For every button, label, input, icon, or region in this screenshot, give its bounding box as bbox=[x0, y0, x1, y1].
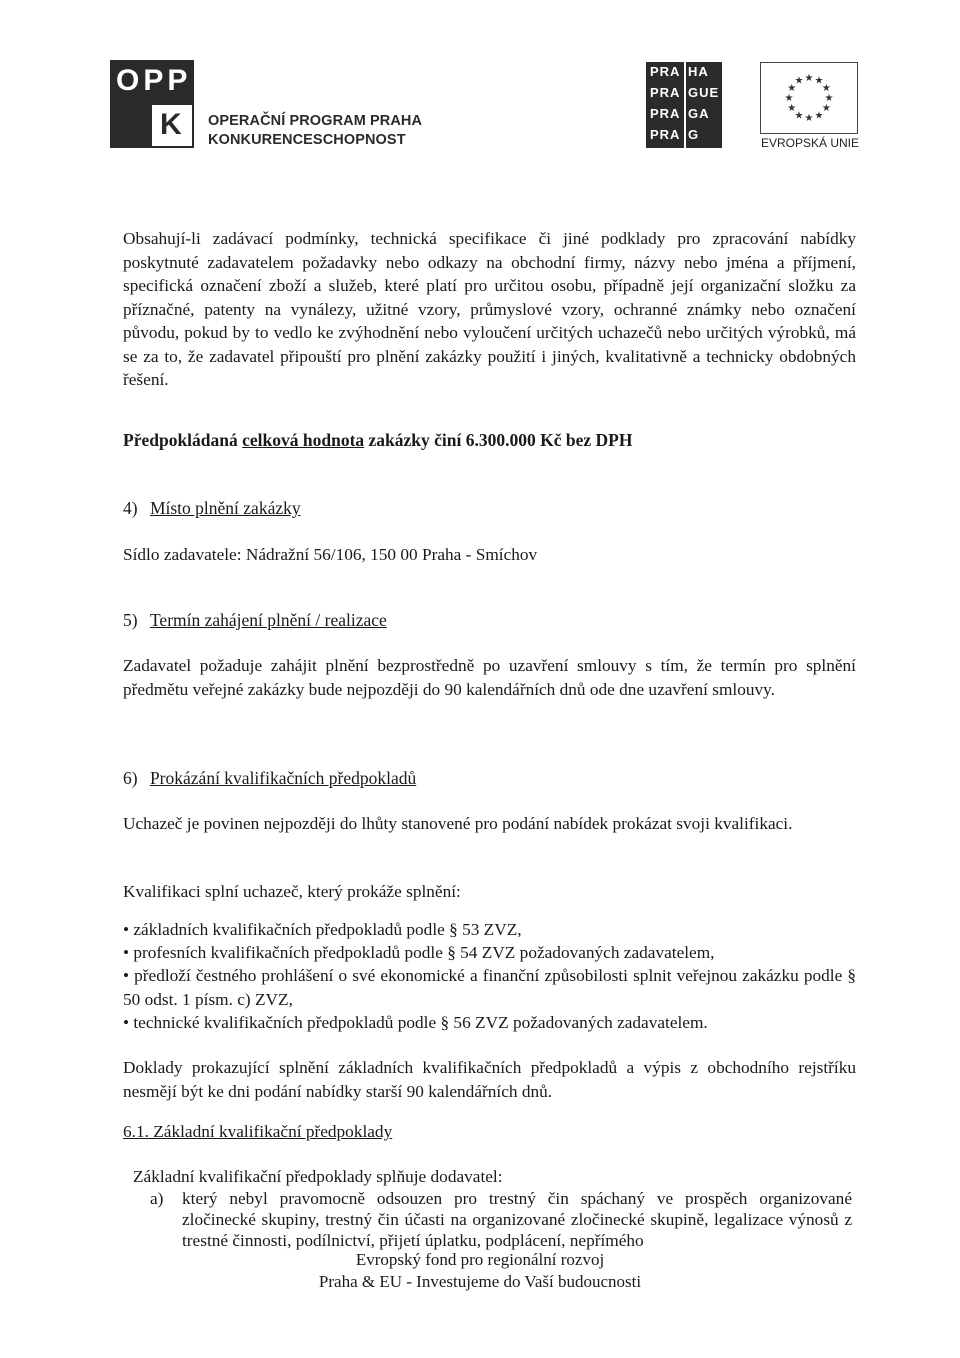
section-number: 6) bbox=[123, 768, 138, 788]
eu-caption: EVROPSKÁ UNIE bbox=[760, 136, 860, 150]
section-title: Termín zahájení plnění / realizace bbox=[149, 610, 387, 630]
intro-paragraph: Obsahují-li zadávací podmínky, technická specifikace či jiné podklady pro zpracování nabídky poskytnuté zadavatelem požadavky nebo odkazy na obchodní firmy, názvy nebo jména a příjmení, specifická označení zboží a služeb, které platí pro určitou osobu, případně její organizační složku za příznačné, patenty na vynálezy, užitné vzory, průmyslové vzory, ochranné známky nebo označení původu, pokud by to vedlo ke zvýhodnění nebo vyloučení určitých uchazečů nebo určitých výrobků, má se za to, že zadavatel připouští pro plnění zakázky použití i jiných, kvalitativně a technicky obdobných řešení. bbox=[123, 229, 856, 389]
list-item: • profesních kvalifikačních předpokladů podle § 54 ZVZ požadovaných zadavatelem, bbox=[123, 943, 715, 962]
eu-star-icon: ★ bbox=[821, 103, 831, 114]
eu-star-icon: ★ bbox=[824, 93, 834, 104]
eu-star-icon: ★ bbox=[821, 83, 831, 94]
eu-flag-icon bbox=[760, 62, 858, 134]
praha-logo-left-text: PRA bbox=[650, 106, 681, 121]
section-6-text: Uchazeč je povinen nejpozději do lhůty stanovené pro podání nabídek prokázat svoji kvalifikaci. bbox=[123, 814, 793, 833]
footer-line-1: Evropský fond pro regionální rozvoj bbox=[355, 1250, 605, 1269]
estimated-value-suffix: zakázky činí 6.300.000 Kč bez DPH bbox=[364, 430, 633, 450]
praha-logo-right-text: GA bbox=[688, 106, 710, 121]
opp-title-line1: OPERAČNÍ PROGRAM PRAHA bbox=[208, 113, 423, 129]
praha-logo-left-text: PRA bbox=[650, 64, 681, 79]
eu-star-icon: ★ bbox=[814, 75, 824, 87]
estimated-value bbox=[123, 430, 632, 451]
estimated-value-prefix: Předpokládaná bbox=[123, 430, 243, 450]
section-6-heading bbox=[123, 768, 416, 789]
opp-logo bbox=[110, 60, 194, 148]
qualification-intro: Kvalifikaci splní uchazeč, který prokáže splnění: bbox=[123, 882, 461, 901]
opp-title-line2: KONKURENCESCHOPNOST bbox=[208, 132, 406, 148]
section-5-heading bbox=[123, 610, 387, 631]
footer-line-2: Praha & EU - Investujeme do Vaší budoucnosti bbox=[318, 1272, 642, 1291]
praha-logo-left-text: PRA bbox=[650, 127, 681, 142]
estimated-value-underlined: celková hodnota bbox=[242, 430, 365, 450]
praha-logo bbox=[646, 62, 722, 148]
documents-paragraph: Doklady prokazující splnění základních kvalifikačních předpokladů a výpis z obchodního rejstříku nesmějí být ke dni podání nabídky starší 90 kalendářních dnů. bbox=[123, 1058, 856, 1101]
section-number: 4) bbox=[123, 498, 138, 518]
section-5-text: Zadavatel požaduje zahájit plnění bezprostředně po uzavření smlouvy s tím, že termín pro splnění předmětu veřejné zakázky bude nejpozději do 90 kalendářních dnů ode dne uzavření smlouvy. bbox=[123, 656, 856, 699]
praha-logo-divider bbox=[684, 62, 686, 148]
praha-logo-right-text: HA bbox=[688, 64, 709, 79]
list-item: • technické kvalifikačních předpokladů podle § 56 ZVZ požadovaných zadavatelem. bbox=[123, 1013, 708, 1032]
eu-star-icon: ★ bbox=[804, 73, 814, 84]
list-item: • základních kvalifikačních předpokladů podle § 53 ZVZ, bbox=[123, 920, 522, 939]
opp-logo-text-top: OPP bbox=[116, 64, 192, 97]
praha-logo-right-text: G bbox=[688, 127, 700, 142]
subsection-6-1-intro: Základní kvalifikační předpoklady splňuje dodavatel: bbox=[133, 1167, 503, 1186]
opp-logo-text-bottom: K bbox=[160, 108, 182, 141]
section-number: 5) bbox=[123, 610, 138, 630]
subsection-6-1-title: 6.1. Základní kvalifikační předpoklady bbox=[123, 1122, 393, 1141]
eu-star-icon: ★ bbox=[787, 83, 797, 94]
eu-star-icon: ★ bbox=[804, 113, 814, 124]
eu-star-icon: ★ bbox=[787, 103, 797, 114]
item-a-label: a) bbox=[150, 1189, 164, 1208]
opp-program-title bbox=[208, 112, 422, 150]
list-item: • předloží čestného prohlášení o své ekonomické a finanční způsobilosti splnit veřejnou zakázku podle § 50 odst. 1 písm. c) ZVZ, bbox=[123, 966, 856, 1009]
section-4-heading bbox=[123, 498, 301, 519]
eu-star-icon: ★ bbox=[784, 93, 794, 104]
praha-logo-right-text: GUE bbox=[688, 85, 720, 100]
item-a-text: který nebyl pravomocně odsouzen pro trestný čin spáchaný ve prospěch organizované zločinecké skupiny, trestný čin účasti na organizované zločinecké skupině, legalizace výnosů z trestné činnosti, podílnictví, přijetí úplatku, podplácení, nepřímého bbox=[182, 1189, 852, 1250]
section-title: Prokázání kvalifikačních předpokladů bbox=[149, 768, 417, 788]
eu-star-icon: ★ bbox=[794, 75, 804, 87]
eu-star-icon: ★ bbox=[814, 110, 824, 122]
praha-logo-left-text: PRA bbox=[650, 85, 681, 100]
eu-star-icon: ★ bbox=[794, 110, 804, 122]
section-4-text: Sídlo zadavatele: Nádražní 56/106, 150 00 Praha - Smíchov bbox=[123, 545, 538, 564]
section-title: Místo plnění zakázky bbox=[149, 498, 301, 518]
